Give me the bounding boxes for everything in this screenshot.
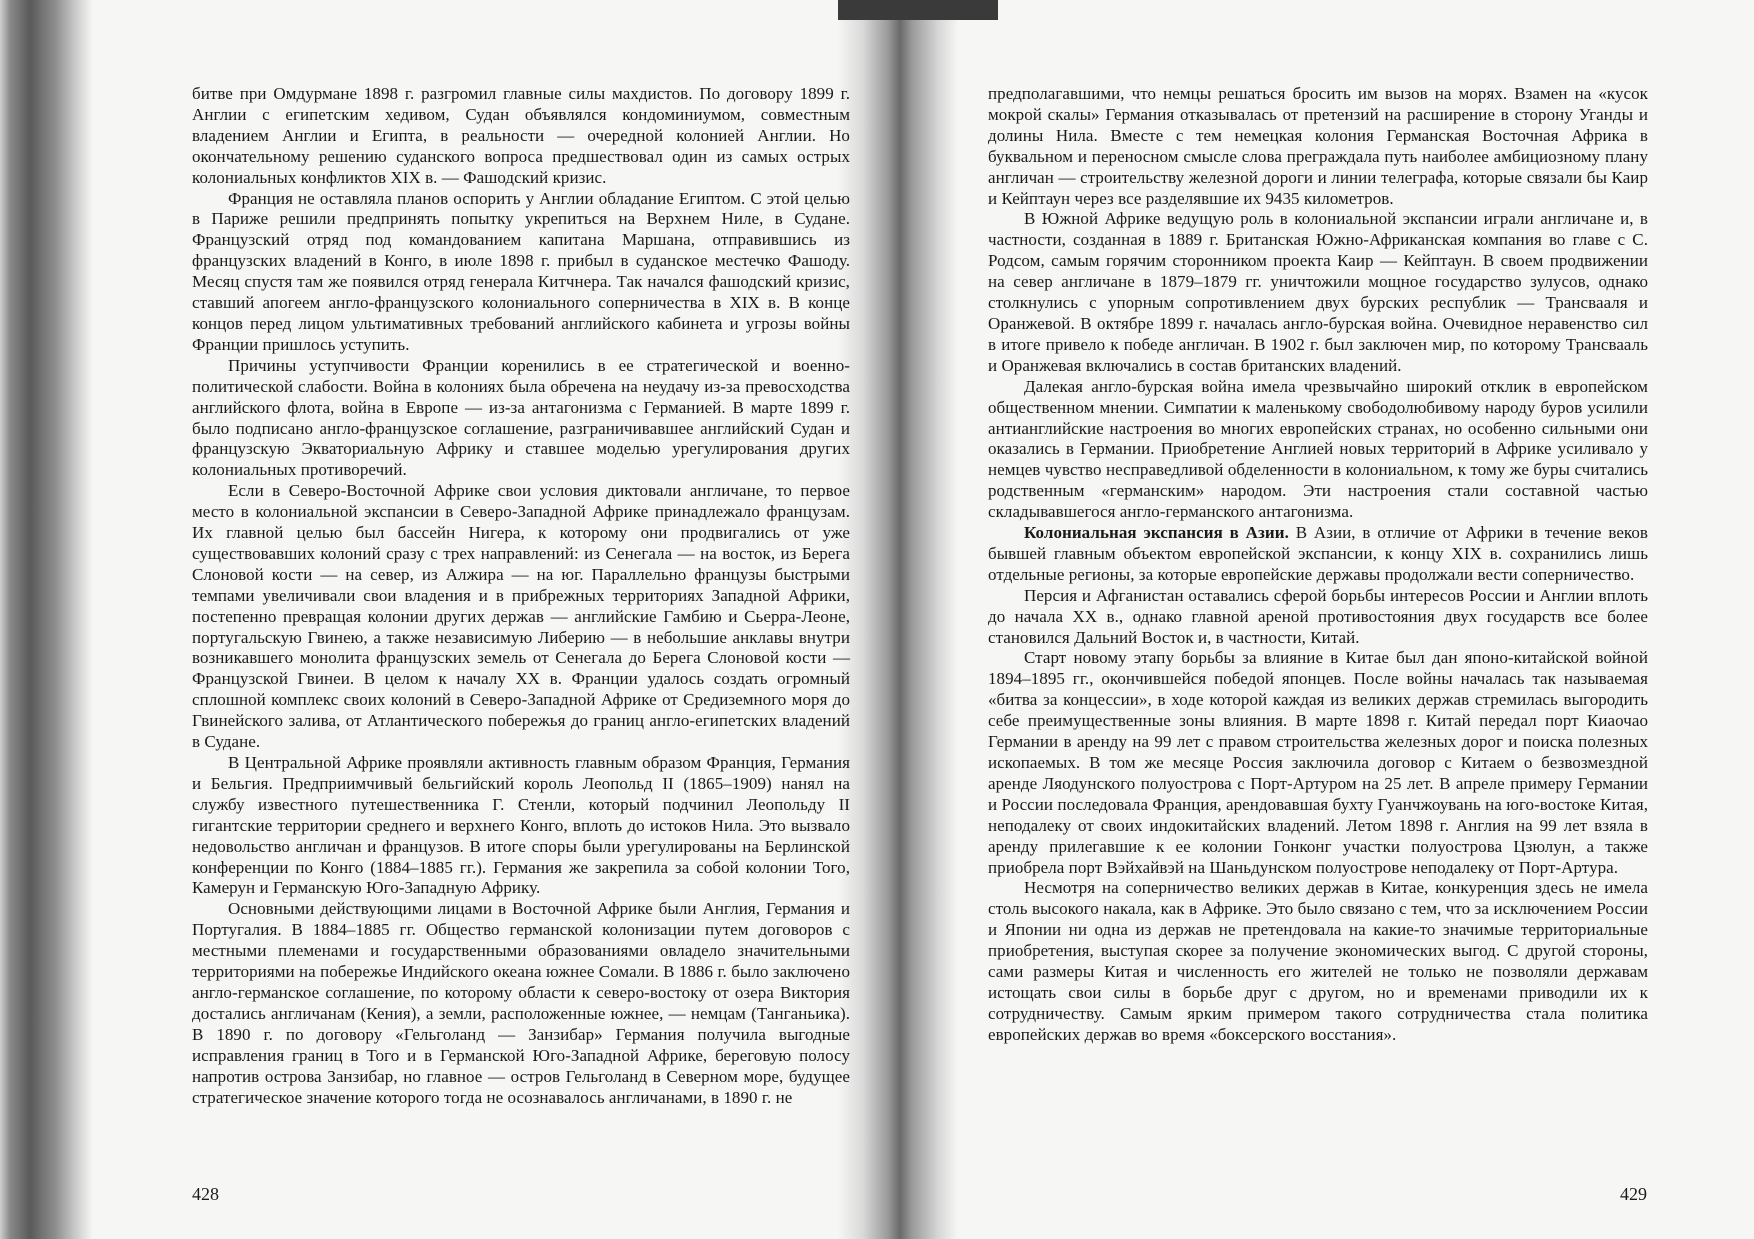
gutter-top-shadow	[838, 0, 998, 20]
paragraph-body: В Азии, в отличие от Африки в течение веков бывшей главным объектом европейской экспансии, к концу XIX в. сохранились лишь отдельные регионы, за которые европейские державы продолжали вести соперничество.	[988, 523, 1648, 584]
left-page	[192, 84, 850, 1108]
paragraph: Персия и Афганистан оставались сферой борьбы интересов России и Англии вплоть до начала XX в., однако главной ареной противостояния двух государств все более становился Дальний Восток и, в частности, Китай.	[988, 585, 1648, 647]
paragraph: Если в Северо-Восточной Африке свои условия диктовали англичане, то первое место в колониальной экспансии в Северо-Западной Африке принадлежало французам. Их главной целью был бассейн Нигера, к которому они продвигались от уже существовавших колоний сразу с трех направлений: из Сенегала — на восток, из Берега Слоновой кости — на север, из Алжира — на юг. Параллельно французы быстрыми темпами увеличивали свои владения и в прибрежных территориях Западной Африки, постепенно превращая колонии других держав — английские Гамбию и Сьерра-Леоне, португальскую Гвинею, а также независимую Либерию — в небольшие анклавы внутри возникавшего монолита французских земель от Сенегала до Берега Слоновой кости — Французской Гвинеи. В целом к началу XX в. Франции удалось создать огромный сплошной комплекс своих колоний в Северо-Западной Африке от Средиземного моря до Гвинейского залива, от Атлантического побережья до границ англо-египетских владений в Судане.	[192, 481, 850, 752]
book-gutter	[838, 0, 958, 1239]
paragraph: битве при Омдурмане 1898 г. разгромил главные силы махдистов. По договору 1899 г. Англии с египетским хедивом, Судан объявлялся кондоминиумом, совместным владением Англии и Египта, в реальности — очередной колонией Англии. Но окончательному решению суданского вопроса предшествовал один из самых острых колониальных конфликтов XIX в. — Фашодский кризис.	[192, 84, 850, 187]
paragraph: предполагавшими, что немцы решаться бросить им вызов на морях. Взамен на «кусок мокрой скалы» Германия отказывалась от претензий на расширение в сторону Уганды и долины Нила. Вместе с тем немецкая колония Германская Восточная Африка в буквальном и переносном смысле слова преграждала путь наиболее амбициозному плану англичан — строительству железной дороги и линии телеграфа, которые связали бы Каир и Кейптаун через все разделявшие их 9435 километров.	[988, 84, 1648, 208]
page-number-right: 429	[1620, 1184, 1647, 1204]
paragraph: Старт новому этапу борьбы за влияние в Китае был дан японо-китайской войной 1894–1895 гг., окончившейся победой японцев. После войны началась так называемая «битва за концессии», в ходе которой каждая из великих держав стремилась выгородить себе преимущественные зоны влияния. В марте 1898 г. Китай передал порт Киаочао Германии в аренду на 99 лет с правом строительства железных дорог и поиска полезных ископаемых. В том же месяце Россия заключила договор с Китаем о безвозмездной аренде Ляодунского полуострова с Порт-Артуром на 25 лет. В апреле примеру Германии и России последовала Франция, арендовавшая бухту Гуанчжоувань на юго-востоке Китая, неподалеку от своих индокитайских владений. Летом 1898 г. Англия на 99 лет взяла в аренду прилегавшие к ее колонии Гонконг участки полуострова Цзюлун, а также приобрела порт Вэйхайвэй на Шаньдунском полуострове неподалеку от Порт-Артура.	[988, 648, 1648, 877]
paragraph: Франция не оставляла планов оспорить у Англии обладание Египтом. С этой целью в Париже решили предпринять попытку укрепиться на Верхнем Ниле, в Судане. Французский отряд под командованием капитана Маршана, отправившись из французских владений в Конго, в июле 1898 г. прибыл в суданское местечко Фашоду. Месяц спустя там же появился отряд генерала Китчнера. Так начался фашодский кризис, ставший апогеем англо-французского колониального соперничества в XIX в. В конце концов перед лицом ультимативных требований английского кабинета и угрозы войны Франции пришлось уступить.	[192, 188, 850, 354]
section-heading: Колониальная экспансия в Азии.	[1024, 523, 1289, 543]
section-heading-paragraph	[988, 523, 1648, 586]
paragraph: Основными действующими лицами в Восточной Африке были Англия, Германия и Португалия. В 1884–1885 гг. Общество германской колонизации путем договоров с местными племенами и государственными образованиями овладело значительными территориями на побережье Индийского океана южнее Сомали. В 1886 г. было заключено англо-германское соглашение, по которому области к северо-востоку от озера Виктория достались англичанам (Кения), а земли, расположенные южнее, — немцам (Танганьика). В 1890 г. по договору «Гельголанд — Занзибар» Германия получила выгодные исправления границ в Того и в Германской Юго-Западной Африке, береговую полосу напротив острова Занзибар, но главное — остров Гельголанд в Северном море, будущее стратегическое значение которого тогда не осознавалось англичанами, в 1890 г. не	[192, 899, 850, 1107]
paragraph: Причины уступчивости Франции коренились в ее стратегической и военно-политической слабости. Война в колониях была обречена на неудачу из-за превосходства английского флота, война в Европе — из-за антагонизма с Германией. В марте 1899 г. было подписано англо-французское соглашение, разграничивавшее английский Судан и французскую Экваториальную Африку и ставшее моделью урегулирования других колониальных противоречий.	[192, 355, 850, 480]
page-number-left: 428	[192, 1184, 219, 1204]
paragraph: Далекая англо-бурская война имела чрезвычайно широкий отклик в европейском общественном мнении. Симпатии к маленькому свободолюбивому народу буров усилили антианглийские настроения во многих европейских странах, но особенно сильными они оказались в Германии. Приобретение Англией новых территорий в Африке усиливало у немцев чувство несправедливой обделенности в колониальном, к тому же буры считались родственным «германским» народом. Эти настроения стали составной частью складывавшегося англо-германского антагонизма.	[988, 376, 1648, 522]
paragraph: В Центральной Африке проявляли активность главным образом Франция, Германия и Бельгия. Предприимчивый бельгийский король Леопольд II (1865–1909) нанял на службу известного путешественника Г. Стенли, который подчинил Леопольду II гигантские территории среднего и верхнего Конго, вплоть до истоков Нила. Это вызвало недовольство англичан и французов. В итоге споры были урегулированы на Берлинской конференции по Конго (1884–1885 гг.). Германия же закрепила за собой колонии Того, Камерун и Германскую Юго-Западную Африку.	[192, 753, 850, 898]
paragraph: Несмотря на соперничество великих держав в Китае, конкуренция здесь не имела столь высокого накала, как в Африке. Это было связано с тем, что за исключением России и Японии ни одна из держав не претендовала на какие-то значимые территориальные приобретения, выступая скорее за получение экономических выгод. С другой стороны, сами размеры Китая и численность его жителей не только не позволяли державам истощать свои силы в борьбе друг с другом, но и временами приводили их к сотрудничеству. Самым ярким примером такого сотрудничества стала политика европейских держав во время «боксерского восстания».	[988, 878, 1648, 1044]
right-page	[988, 84, 1648, 1046]
binding-shadow-left	[0, 0, 92, 1239]
paragraph: В Южной Африке ведущую роль в колониальной экспансии играли англичане и, в частности, созданная в 1889 г. Британская Южно-Африканская компания во главе с С. Родсом, самым горячим сторонником проекта Каир — Кейптаун. В своем продвижении на север англичане в 1879–1879 гг. уничтожили мощное государство зулусов, однако столкнулись с упорным сопротивлением двух бурских республик — Трансвааля и Оранжевой. В октябре 1899 г. началась англо-бурская война. Очевидное неравенство сил в итоге привело к победе англичан. В 1902 г. был заключен мир, по которому Трансвааль и Оранжевая включались в состав британских владений.	[988, 209, 1648, 375]
